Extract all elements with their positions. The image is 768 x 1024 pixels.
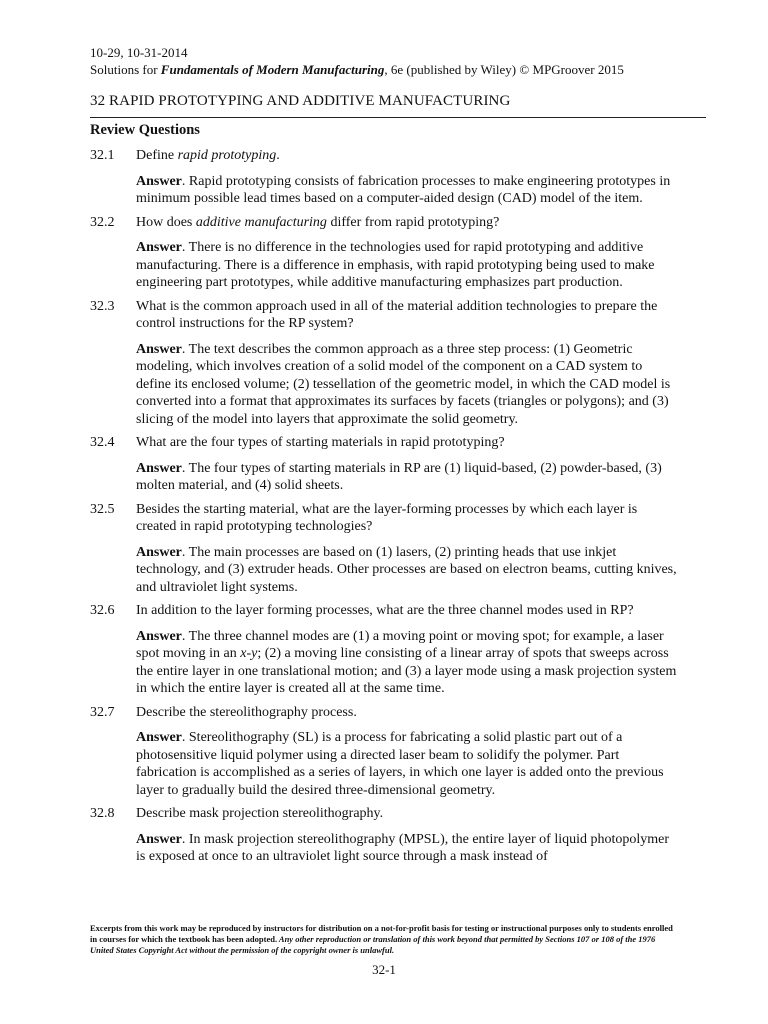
answer-text: Answer. The main processes are based on (1) lasers, (2) printing heads that use inkjet technology, and (3) extruder heads. Other processes are based on electron beams, cutting knives, and ultraviolet light systems. — [136, 544, 677, 595]
answer-text: Answer. Stereolithography (SL) is a process for fabricating a solid plastic part out of a photosensitive liquid polymer using a directed laser beam to solidify the polymer. Part fabrication is accomplished as a series of layers, in which one layer is added onto the previous layer to gradually build the desired three-dimensional geometry. — [136, 730, 664, 798]
question-list — [90, 147, 680, 872]
question-number: 32.8 — [90, 806, 115, 821]
chapter-title: 32 RAPID PROTOTYPING AND ADDITIVE MANUFACTURING — [90, 93, 511, 109]
answer-label: Answer — [136, 544, 182, 560]
question-text: Describe mask projection stereolithography. — [136, 806, 384, 821]
question-item-32-2 — [90, 214, 680, 292]
question-text: How does additive manufacturing differ from rapid prototyping? — [136, 214, 500, 230]
answer-label: Answer — [136, 831, 182, 847]
question-item-32-5 — [90, 501, 680, 597]
answer-label: Answer — [136, 730, 182, 745]
question-number: 32.3 — [90, 298, 115, 314]
answer-label: Answer — [136, 628, 182, 644]
question-text: What is the common approach used in all of the material addition technologies to prepare the control instructions for the RP system? — [136, 298, 658, 331]
question-item-32-4 — [90, 434, 680, 495]
header-dates: 10-29, 10-31-2014 — [90, 45, 188, 60]
answer-label: Answer — [136, 240, 182, 255]
page-header — [90, 44, 624, 78]
answer-text: Answer. There is no difference in the technologies used for rapid prototyping and additive manufacturing. There is a difference in emphasis, with rapid prototyping being used to make engineering part prototypes, while additive manufacturing emphasizes part production. — [136, 240, 655, 290]
question-item-32-1 — [90, 147, 680, 208]
question-text: What are the four types of starting materials in rapid prototyping? — [136, 435, 505, 450]
header-solutions-suffix: , 6e (published by Wiley) © MPGroover 2015 — [384, 62, 624, 77]
question-number: 32.1 — [90, 148, 115, 163]
answer-label: Answer — [136, 341, 182, 357]
header-book-title: Fundamentals of Modern Manufacturing — [160, 62, 385, 77]
question-text: Besides the starting material, what are the layer-forming processes by which each layer is created in rapid prototyping technologies? — [136, 501, 638, 534]
answer-label: Answer — [136, 460, 182, 476]
question-text: In addition to the layer forming processes, what are the three channel modes used in RP? — [136, 603, 634, 618]
header-divider — [90, 117, 706, 118]
question-item-32-7 — [90, 704, 680, 800]
footer-line-2: Any other reproduction or translation of this work beyond that permitted by Sections 107 or 108 of the 1976 United States Copyright Act without the permission of the copyright owner is unlawful. — [90, 934, 656, 955]
header-solutions-prefix: Solutions for — [90, 62, 161, 77]
question-text: Describe the stereolithography process. — [136, 704, 357, 720]
question-number: 32.7 — [90, 704, 115, 720]
answer-text: Answer. The four types of starting materials in RP are (1) liquid-based, (2) powder-based, (3) molten material, and (4) solid sheets. — [136, 460, 662, 493]
section-title: Review Questions — [90, 122, 200, 138]
question-text: Define rapid prototyping. — [136, 148, 280, 163]
question-item-32-3 — [90, 298, 680, 429]
copyright-footer — [90, 923, 680, 956]
answer-text: Answer. The three channel modes are (1) a moving point or moving spot; for example, a laser spot moving in an x-y; (2) a moving line consisting of a linear array of spots that sweeps across the entire layer in one translational motion; and (3) a layer mode using a mask projection system in which the entire layer is created all at the same time. — [136, 628, 677, 696]
answer-label: Answer — [136, 173, 182, 189]
footer-line-1: Excerpts from this work may be reproduced by instructors for distribution on a not-for-profit basis for testing or instructional purposes only to students enrolled in courses for which the textbook has been adopted. — [90, 923, 673, 944]
answer-text: Answer. In mask projection stereolithography (MPSL), the entire layer of liquid photopolymer is exposed at once to an ultraviolet light source through a mask instead of — [136, 831, 670, 864]
question-number: 32.5 — [90, 501, 115, 517]
question-item-32-8 — [90, 805, 680, 866]
answer-text: Answer. The text describes the common approach as a three step process: (1) Geometric modeling, which involves creation of a solid model of the component on a CAD system to define its enclosed volume; (2) tessellation of the geometric model, in which the CAD model is converted into a format that approximates its surfaces by facets (triangles or polygons); and (3) slicing of the model into layers that approximate the solid geometry. — [136, 341, 671, 427]
question-number: 32.6 — [90, 603, 115, 618]
question-number: 32.2 — [90, 214, 115, 230]
question-number: 32.4 — [90, 435, 115, 450]
answer-text: Answer. Rapid prototyping consists of fabrication processes to make engineering prototypes in minimum possible lead times based on a computer-aided design (CAD) model of the item. — [136, 173, 671, 206]
header-solutions-line — [90, 61, 624, 78]
question-item-32-6 — [90, 602, 680, 698]
page-number: 32-1 — [372, 962, 396, 977]
